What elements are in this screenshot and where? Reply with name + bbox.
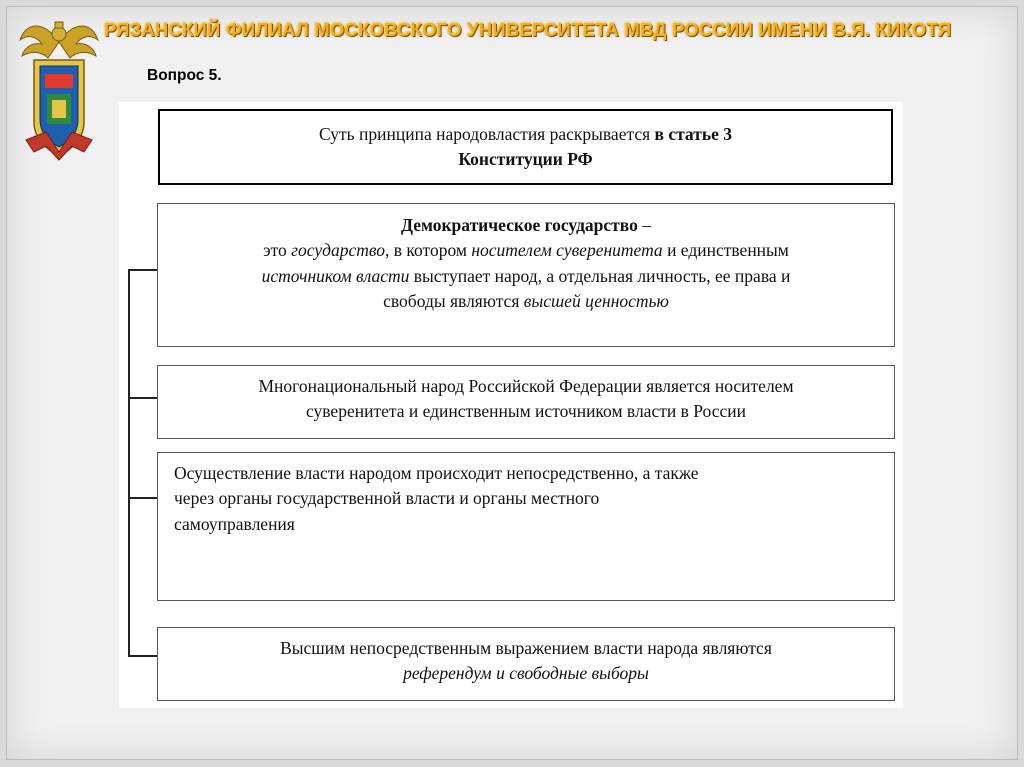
connector-branch xyxy=(128,269,157,271)
exercise-of-power-box: Осуществление власти народом происходит непосредственно, а также через органы государственной власти и органы местного самоуправления xyxy=(157,452,895,601)
democratic-state-box: Демократическое государство – это государство, в котором носителем суверенитета и единственным источником власти выступает народ, а отдельная личность, ее права и свободы являются высшей ценностью xyxy=(157,203,895,347)
page-title: РЯЗАНСКИЙ ФИЛИАЛ МОСКОВСКОГО УНИВЕРСИТЕТА МВД РОССИИ ИМЕНИ В.Я. КИКОТЯ xyxy=(104,19,952,40)
connector-branch xyxy=(128,497,157,499)
emblem-icon xyxy=(14,12,104,162)
highest-expression-box: Высшим непосредственным выражением власти народа являются референдум и свободные выборы xyxy=(157,627,895,701)
connector-branch xyxy=(128,397,157,399)
multinational-people-box: Многонациональный народ Российской Федерации является носителем суверенитета и единственным источником власти в России xyxy=(157,365,895,439)
principle-box: Суть принципа народовластия раскрывается в статье 3 Конституции РФ xyxy=(158,109,893,185)
connector-vertical xyxy=(128,269,130,656)
connector-branch xyxy=(128,655,157,657)
question-label: Вопрос 5. xyxy=(147,67,222,84)
